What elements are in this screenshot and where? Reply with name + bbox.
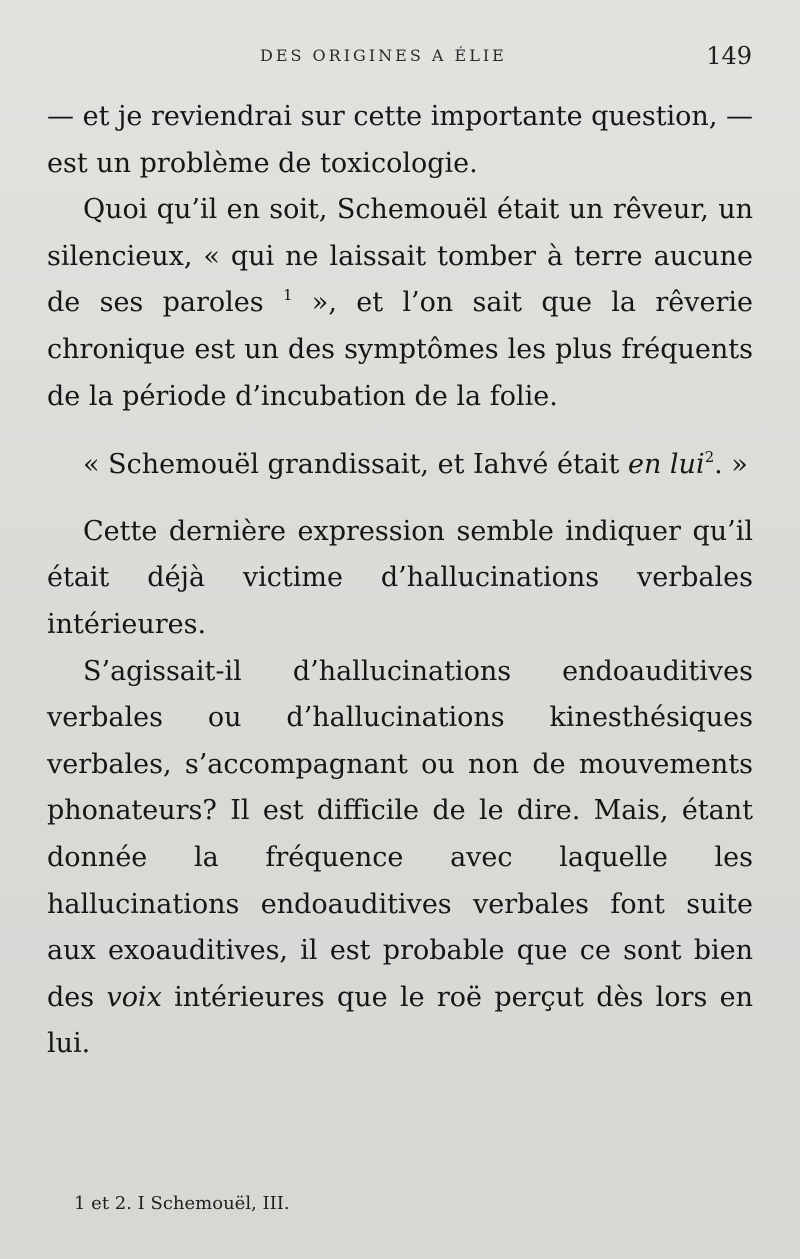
running-head xyxy=(0,42,800,72)
footnote-ref-2: 2 xyxy=(704,448,715,467)
spacer xyxy=(47,420,753,442)
paragraph-1-text: — et je reviendrai sur cette importante question, — est un problème de toxicologie. xyxy=(47,101,753,179)
paragraph-5-text-b: intérieures que le roë perçut dès lors en lui. xyxy=(47,981,753,1060)
paragraph-5-text-a: S’agissait-il d’hallucinations endoauditives verbales ou d’hallucinations kinesthésiques verbales, s’accompagnant ou non de mouvements phonateurs? Il est difficile de le dire. Mais, étant donnée la fréquence avec laquelle les hallucinations endoauditives verbales font suite aux exoauditives, il est probable que ce sont bien des xyxy=(47,655,753,1013)
paragraph-4-text: Cette dernière expression semble indiquer qu’il était déjà victime d’hallucinations verbales intérieures. xyxy=(47,515,753,640)
body-text xyxy=(47,94,753,1068)
running-title: DES ORIGINES A ÉLIE xyxy=(260,46,507,65)
paragraph-5 xyxy=(47,649,753,1068)
paragraph-4 xyxy=(47,509,753,649)
paragraph-2-text-a: Quoi qu’il en soit, Schemouël était un rêveur, un silencieux, « qui ne laissait tomber à terre aucune de ses paroles xyxy=(47,194,753,319)
paragraph-3-quote xyxy=(47,442,753,489)
page-number: 149 xyxy=(706,42,752,70)
paragraph-2-text-b: », et l’on sait que la rêverie chronique est un des symptômes les plus fréquents de la période d’incubation de la folie. xyxy=(47,287,753,412)
spacer xyxy=(47,489,753,509)
paragraph-2 xyxy=(47,187,753,420)
quote-text-b: . » xyxy=(714,449,748,481)
footnote: 1 et 2. I Schemouël, III. xyxy=(74,1193,290,1214)
quote-text-a: « Schemouël grandissait, et Iahvé était xyxy=(83,449,628,481)
paragraph-1 xyxy=(47,94,753,187)
quote-italic: en lui xyxy=(627,449,705,481)
footnote-ref-1: 1 xyxy=(282,286,293,305)
paragraph-5-italic: voix xyxy=(106,981,162,1013)
